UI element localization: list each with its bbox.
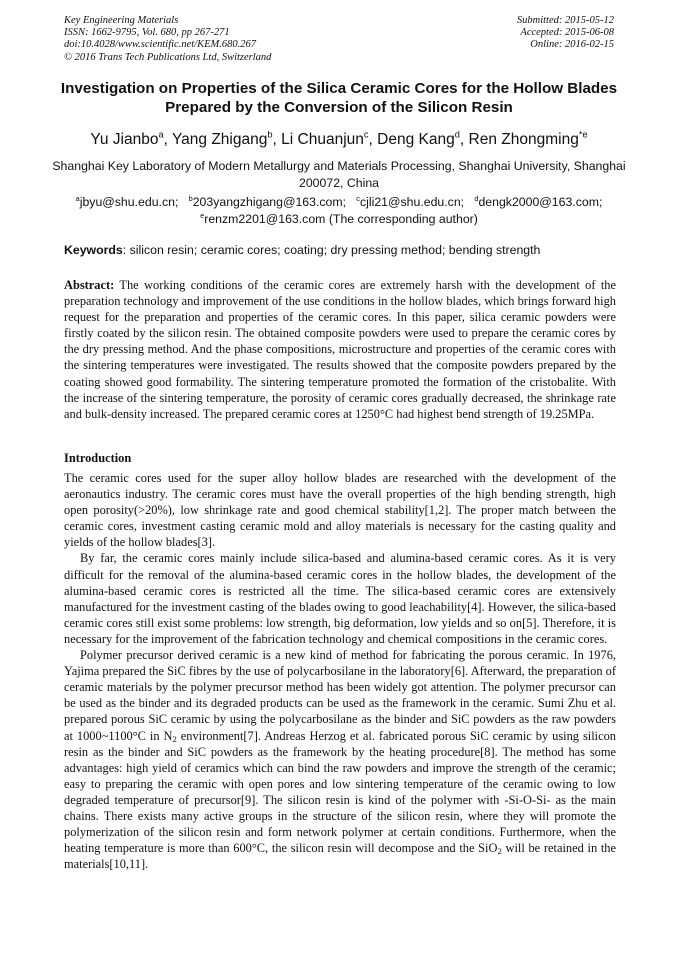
email[interactable]: dengk2000@163.com; (478, 195, 603, 209)
submitted-date: Submitted: 2015-05-12 (516, 15, 614, 26)
author-name: Deng Kang (377, 131, 455, 148)
paragraph-text: environment[7]. Andreas Herzog et al. fabricated porous SiC ceramic by using silicon resin as the binder and SiC powders as the framework by the heating procedure[8]. The method has some advantages: high yield of ceramics which can bind the raw powders and improve the strength of the ceramic; easy to preparing the ceramic with open pores and low sintering temperature of the ceramic owing to low degraded temperature of precursor[9]. The silicon resin is kind of the polymer with -Si-O-Si- as the main chains. There exists many active groups in the structure of the silicon resin, where they will promote the polymerization of the silicon resin and form network polymer at certain conditions. Furthermore, when the heating temperature is more than 600°C, the silicon resin will decompose and the SiO (64, 728, 616, 856)
paragraph: By far, the ceramic cores mainly include silica-based and alumina-based ceramic cores. As it is very difficult for the removal of the alumina-based ceramic cores in the hollow blades, the development of the alumina-based ceramic cores is restricted all the time. The silica-based ceramic cores are extensively manufactured for the investment casting of the blades owing to good leachability[4]. However, the silica-based ceramic cores still exist some problems: low strength, big deformation, low yields and so on[5]. Therefore, it is necessary for the improvement of the fabrication technology and chemical compositions in the ceramic cores. (64, 551, 616, 646)
paragraph: The ceramic cores used for the super alloy hollow blades are researched with the development of the aeronautics industry. The ceramic cores must have the overall properties of the high bending strength, high open porosity(>20%), low shrinkage rate and good chemical stability[1,2]. The proper match between the ceramic cores, investment casting ceramic mold and alloy materials is necessary for the casting quality and yields of the hollow blades[3]. (64, 471, 616, 550)
abstract-label: Abstract: (64, 278, 115, 292)
email-sup: c (356, 193, 360, 203)
publication-dates (517, 15, 614, 52)
introduction-body (64, 470, 616, 872)
keywords-text: : silicon resin; ceramic cores; coating; dry pressing method; bending strength (122, 243, 541, 257)
journal-name: Key Engineering Materials (64, 15, 179, 26)
email-sup: d (474, 193, 479, 203)
email[interactable]: jbyu@shu.edu.cn; (79, 195, 179, 209)
keywords-label: Keywords (64, 243, 123, 257)
accepted-date: Accepted: 2015-06-08 (520, 27, 614, 39)
journal-info (64, 15, 271, 64)
section-heading-introduction: Introduction (64, 451, 132, 465)
author-name: Li Chuanjun (281, 131, 364, 148)
author-name: Yu Jianbo (90, 131, 159, 148)
keywords (64, 242, 616, 258)
email-sup: a (75, 193, 80, 203)
author-emails (40, 194, 638, 227)
subscript: 2 (497, 846, 502, 857)
paper-title: Investigation on Properties of the Silica Ceramic Cores for the Hollow Blades Prepared by the Conversion of the Silicon Resin (60, 80, 618, 116)
author-name: Ren Zhongming (468, 131, 579, 148)
email-sup: e (200, 210, 205, 220)
author-list (20, 130, 658, 150)
author-sup: b (267, 129, 273, 140)
abstract (64, 277, 616, 422)
paragraph-text: Polymer precursor derived ceramic is a new kind of method for fabricating the porous ceramic. In 1976, Yajima prepared the SiC fibres by the use of polycarbosilane in the laboratory[6]. Afterward, the preparation of ceramic materials by the polymer precursor method has been widely got attention. The polymer precursor can be used as the binder and its degraded products can be used as the framework in the ceramic. Sumi Zhu et al. prepared porous SiC ceramic by using the polycarbosilane as the binder and SiC powders as the raw powders at 1000~1100°C in N (64, 648, 616, 743)
abstract-text: The working conditions of the ceramic cores are extremely harsh with the development of the preparation technology and improvement of the use conditions in the hollow blades, which brings forward high request for the preparation and properties of the ceramic cores. In this paper, silica ceramic powders were firstly coated by the silicon resin. The obtained composite powders were used to prepare the ceramic cores by the dry pressing method. And the phase compositions, microstructure and properties of the ceramic cores with the sintering temperatures were investigated. The results showed that the composite powders prepared by the coating showed good formability. The sintering temperature promoted the formation of the cristobalite. With the increase of the sintering temperature, the porosity of ceramic cores gradually decreased, the shrinkage rate and bulk-density increased. The prepared ceramic cores at 1250°C had highest bend strength of 19.25MPa. (64, 278, 616, 421)
email[interactable]: renzm2201@163.com (The corresponding author) (204, 211, 478, 226)
author-sup: a (158, 129, 164, 140)
email[interactable]: 203yangzhigang@163.com; (192, 195, 347, 209)
author-separator: , (459, 131, 469, 148)
author-sup: *e (578, 129, 588, 140)
online-date: Online: 2016-02-15 (530, 39, 614, 51)
subscript: 2 (172, 733, 177, 744)
email[interactable]: cjli21@shu.edu.cn; (359, 195, 465, 209)
affiliation: Shanghai Key Laboratory of Modern Metallurgy and Materials Processing, Shanghai University, Shanghai 200072, China (52, 159, 626, 190)
copyright: © 2016 Trans Tech Publications Ltd, Switzerland (64, 51, 272, 63)
author-name: Yang Zhigang (171, 131, 268, 148)
paragraph (64, 647, 616, 872)
author-sup: d (454, 129, 460, 140)
email-sup: b (188, 193, 193, 203)
author-separator: , (272, 131, 282, 148)
author-separator: , (368, 131, 378, 148)
issn: ISSN: 1662-9795, Vol. 680, pp 267-271 (64, 27, 230, 39)
author-sup: c (363, 129, 369, 140)
author-separator: , (163, 131, 172, 148)
paragraph-text: will be retained in the materials[10,11]. (64, 841, 616, 872)
doi: doi:10.4028/www.scientific.net/KEM.680.267 (64, 39, 256, 51)
